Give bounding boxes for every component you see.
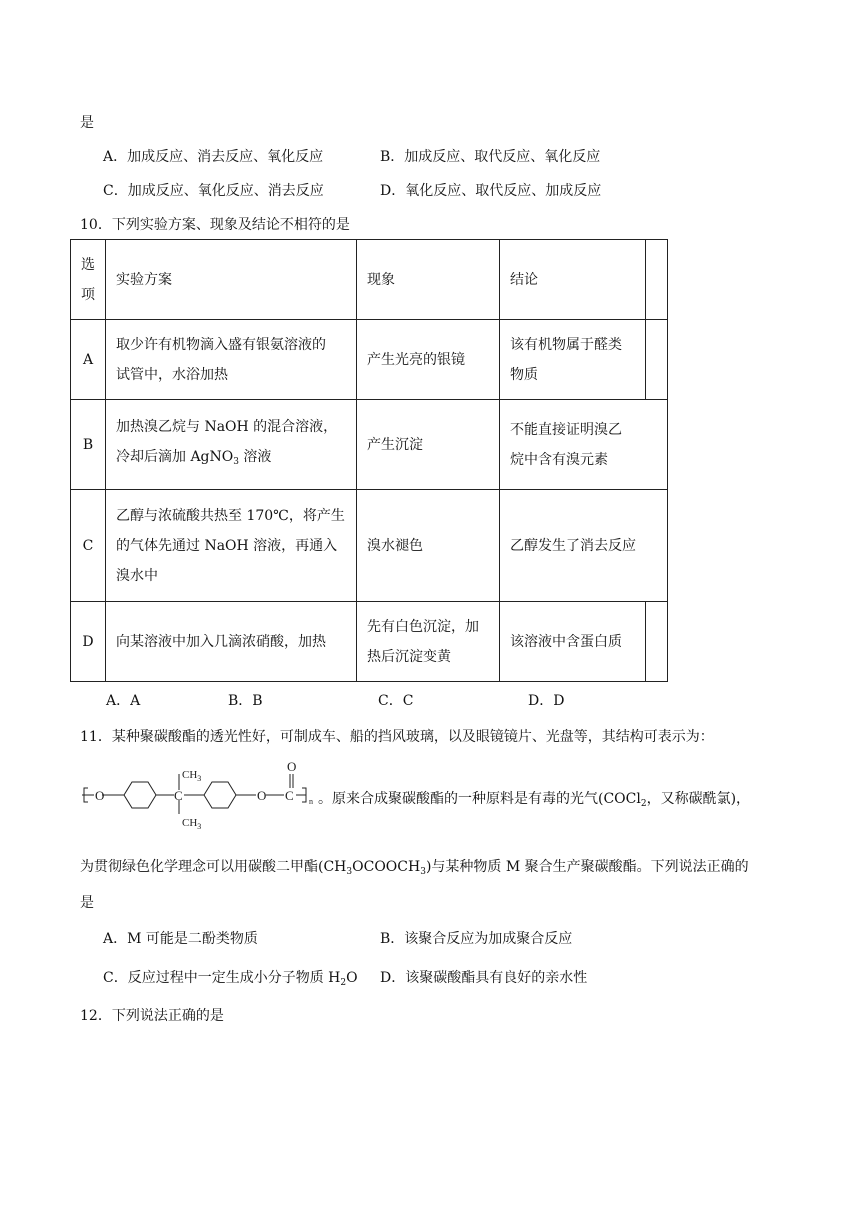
methyl-label: $CH_3$ <box>182 817 202 830</box>
q10-option-c: C．C <box>378 693 414 709</box>
repeat-n-label: n <box>309 797 313 806</box>
q9-option-c: C．加成反应、氧化反应、消去反应 <box>103 183 324 199</box>
table-row: C 乙醇与浓硫酸共热至 170℃，将产生 的气体先通过 NaOH 溶液，再通入 溴水中 溴水褪色 乙醇发生了消去反应 <box>71 490 668 602</box>
experiment-table <box>70 239 668 682</box>
table-row: D 向某溶液中加入几滴浓硝酸，加热 先有白色沉淀，加 热后沉淀变黄 该溶液中含蛋白质 <box>71 602 668 682</box>
q11-stem: 11．某种聚碳酸酯的透光性好，可制成车、船的挡风玻璃，以及眼镜镜片、光盘等，其结构可表示为： <box>80 729 714 745</box>
header-plan: 实验方案 <box>106 240 357 320</box>
q11-option-a: A．M 可能是二酚类物质 <box>103 931 258 947</box>
header-option: 选 项 <box>71 240 106 320</box>
header-phenomenon: 现象 <box>357 240 500 320</box>
carbon-label: C <box>285 788 294 803</box>
oxygen-label: O <box>257 788 267 803</box>
intro-tail: 是 <box>80 115 94 131</box>
q10-option-a: A．A <box>106 693 141 709</box>
table-row: A 取少许有机物滴入盛有银氨溶液的 试管中，水浴加热 产生光亮的银镜 该有机物属于醛类 物质 <box>71 320 668 400</box>
table-header-row <box>71 240 668 320</box>
header-conclusion: 结论 <box>500 240 646 320</box>
oxygen-label: O <box>95 788 105 803</box>
q9-option-d: D．氧化反应、取代反应、加成反应 <box>380 183 602 199</box>
polycarbonate-structure <box>80 758 320 830</box>
q11-option-d: D．该聚碳酸酯具有良好的亲水性 <box>380 970 588 986</box>
q11-line2: 为贯彻绿色化学理念可以用碳酸二甲酯$(CH_3OCOOCH_3)$与某种物质 M 聚合生产聚碳酸酯。下列说法正确的 <box>80 859 749 877</box>
q9-option-b: B．加成反应、取代反应、氧化反应 <box>380 149 601 165</box>
carbon-label: C <box>174 788 183 803</box>
methyl-label: $CH_3$ <box>182 769 202 783</box>
q11-after-structure: 。原来合成聚碳酸酯的一种原料是有毒的光气(COCl$_2$，又称碳酰氯)， <box>318 791 751 809</box>
q10-option-b: B．B <box>228 693 263 709</box>
table-row: B 加热溴乙烷与 NaOH 的混合溶液， 冷却后滴加 AgNO$_3$ 溶液 产生沉淀 不能直接证明溴乙 烷中含有溴元素 <box>71 400 668 490</box>
q10-option-d: D．D <box>528 693 565 709</box>
oxygen-label: O <box>287 759 297 774</box>
q11-line3: 是 <box>80 895 94 911</box>
q12-stem: 12．下列说法正确的是 <box>80 1008 224 1024</box>
q11-option-b: B．该聚合反应为加成聚合反应 <box>380 931 573 947</box>
q10-stem: 10．下列实验方案、现象及结论不相符的是 <box>80 217 350 233</box>
q11-option-c: C．反应过程中一定生成小分子物质 $H_2O$ <box>103 970 358 988</box>
q9-option-a: A．加成反应、消去反应、氧化反应 <box>103 149 324 165</box>
